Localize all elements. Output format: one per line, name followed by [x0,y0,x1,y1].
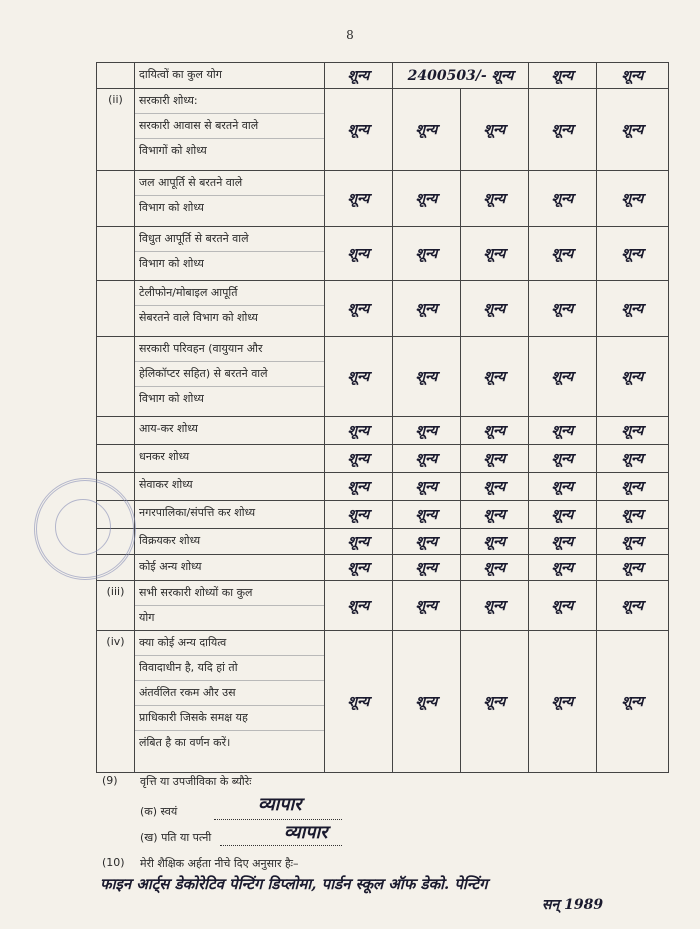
table-row [97,417,669,445]
value-cell: शून्य [529,473,597,501]
liabilities-table [96,62,669,773]
value-cell: शून्य [461,171,529,227]
description-cell [135,473,325,501]
value-cell: 2400503/- शून्य [393,63,529,89]
row-number-cell [97,171,135,227]
description-line: लंबित है का वर्णन करें। [139,736,231,749]
description-line: जल आपूर्ति से बरतने वाले [135,171,324,196]
value-cell: शून्य [393,337,461,417]
value-cell: शून्य [461,501,529,529]
description-line: आय-कर शोध्य [139,422,198,435]
row-number-cell [97,417,135,445]
value-cell: शून्य [461,337,529,417]
value-cell: शून्य [529,631,597,773]
table-row [97,631,669,773]
page-number: 8 [346,28,354,42]
table-row [97,445,669,473]
value-cell: शून्य [597,555,669,581]
value-cell: शून्य [393,281,461,337]
description-line: दायित्वों का कुल योग [139,68,222,81]
value-cell: शून्य [597,631,669,773]
table-row [97,227,669,281]
value-cell: शून्य [393,473,461,501]
official-seal-stamp [34,478,136,580]
value-cell: शून्य [529,555,597,581]
description-cell [135,555,325,581]
self-label: (क) स्वयं [140,805,178,818]
value-cell: शून्य [461,281,529,337]
value-cell: शून्य [461,555,529,581]
value-cell: शून्य [393,529,461,555]
description-cell [135,281,325,337]
section-number: (10) [102,856,125,869]
table-row [97,529,669,555]
value-cell: शून्य [325,581,393,631]
description-cell [135,631,325,773]
value-cell: शून्य [461,581,529,631]
description-line: नगरपालिका/संपत्ति कर शोध्य [139,506,256,519]
education-year: सन् 1989 [542,897,604,913]
value-cell: शून्य [597,337,669,417]
description-line: विभाग को शोध्य [139,201,204,214]
value-cell: शून्य [461,631,529,773]
description-cell [135,445,325,473]
value-cell: शून्य [529,281,597,337]
value-cell: शून्य [325,281,393,337]
row-number-cell [97,445,135,473]
value-cell: शून्य [597,529,669,555]
description-line: सरकारी परिवहन (वायुयान और [135,337,324,362]
value-cell: शून्य [325,555,393,581]
value-cell: शून्य [529,171,597,227]
row-number-cell [97,227,135,281]
value-cell: शून्य [597,501,669,529]
value-cell: शून्य [325,529,393,555]
value-cell: शून्य [325,337,393,417]
spouse-occupation-value: व्यापार [284,822,328,843]
description-line: सेवाकर शोध्य [139,478,193,491]
value-cell: शून्य [393,227,461,281]
value-cell: शून्य [393,445,461,473]
section-title: मेरी शैक्षिक अर्हता नीचे दिए अनुसार हैः– [140,857,299,870]
value-cell: शून्य [461,227,529,281]
value-cell: शून्य [529,417,597,445]
value-cell: शून्य [461,417,529,445]
spouse-label: (ख) पति या पत्नी [140,831,212,844]
description-cell [135,63,325,89]
description-line: अंतर्वलित रकम और उस [135,681,324,706]
description-line: योग [139,611,155,624]
value-cell: शून्य [393,89,461,171]
description-line: सेबरतने वाले विभाग को शोध्य [139,311,258,324]
description-line: विभाग को शोध्य [139,392,204,405]
value-cell: शून्य [597,63,669,89]
value-cell: शून्य [325,631,393,773]
value-cell: शून्य [597,227,669,281]
value-cell: शून्य [529,337,597,417]
self-occupation-value: व्यापार [258,794,302,815]
value-cell: शून्य [529,529,597,555]
description-line: विक्रयकर शोध्य [139,534,201,547]
table-row [97,337,669,417]
description-cell [135,581,325,631]
value-cell: शून्य [529,227,597,281]
value-cell: शून्य [461,473,529,501]
value-cell: शून्य [597,581,669,631]
spouse-fill-line [220,844,342,846]
table-row [97,89,669,171]
description-line: धनकर शोध्य [139,450,190,463]
value-cell: शून्य [529,63,597,89]
description-cell [135,171,325,227]
value-cell: शून्य [325,473,393,501]
description-cell [135,227,325,281]
description-line: सभी सरकारी शोध्यों का कुल [135,581,324,606]
value-cell: शून्य [325,89,393,171]
description-line: विधुत आपूर्ति से बरतने वाले [135,227,324,252]
value-cell: शून्य [393,631,461,773]
value-cell: शून्य [393,171,461,227]
description-line: प्राधिकारी जिसके समक्ष यह [135,706,324,731]
value-cell: शून्य [393,417,461,445]
value-cell: शून्य [325,227,393,281]
value-cell: शून्य [325,171,393,227]
description-line: विभाग को शोध्य [139,257,204,270]
description-line: सरकारी आवास से बरतने वाले [135,114,324,139]
row-number-cell: (iv) [97,631,135,773]
education-qualification: फाइन आर्ट्स डेकोरेटिव पेन्टिंग डिप्लोमा, पार्डन स्कूल ऑफ डेको. पेन्टिंग [100,875,488,893]
description-cell [135,89,325,171]
row-number-cell: (ii) [97,89,135,171]
description-cell [135,501,325,529]
value-cell: शून्य [529,501,597,529]
value-cell: शून्य [393,581,461,631]
description-line: विभागों को शोध्य [139,144,207,157]
table-row [97,63,669,89]
description-cell [135,417,325,445]
value-cell: शून्य [461,445,529,473]
table-row [97,555,669,581]
value-cell: शून्य [529,89,597,171]
description-line: टेलीफोन/मोबाइल आपूर्ति [135,281,324,306]
value-cell: शून्य [461,89,529,171]
description-cell [135,337,325,417]
description-cell [135,529,325,555]
value-cell: शून्य [597,89,669,171]
value-cell: शून्य [325,63,393,89]
section-number: (9) [102,774,118,787]
value-cell: शून्य [461,529,529,555]
value-cell: शून्य [529,445,597,473]
value-cell: शून्य [393,555,461,581]
description-line: हेलिकॉप्टर सहित) से बरतने वाले [135,362,324,387]
row-number-cell [97,337,135,417]
value-cell: शून्य [597,473,669,501]
table-row [97,473,669,501]
description-line: सरकारी शोध्य: [135,89,324,114]
value-cell: शून्य [529,581,597,631]
value-cell: शून्य [393,501,461,529]
description-line: विवादाधीन है, यदि हां तो [135,656,324,681]
value-cell: शून्य [325,501,393,529]
description-line: क्या कोई अन्य दायित्व [135,631,324,656]
seal-inner-ring [55,499,111,555]
table-row [97,171,669,227]
table-row [97,281,669,337]
value-cell: शून्य [325,417,393,445]
value-cell: शून्य [597,171,669,227]
section-title: वृत्ति या उपजीविका के ब्यौरेः [140,775,252,788]
table-row [97,501,669,529]
value-cell: शून्य [597,445,669,473]
table-row [97,581,669,631]
value-cell: शून्य [325,445,393,473]
description-line: कोई अन्य शोध्य [139,560,202,573]
row-number-cell [97,281,135,337]
value-cell: शून्य [597,281,669,337]
value-cell: शून्य [597,417,669,445]
row-number-cell: (iii) [97,581,135,631]
row-number-cell [97,63,135,89]
